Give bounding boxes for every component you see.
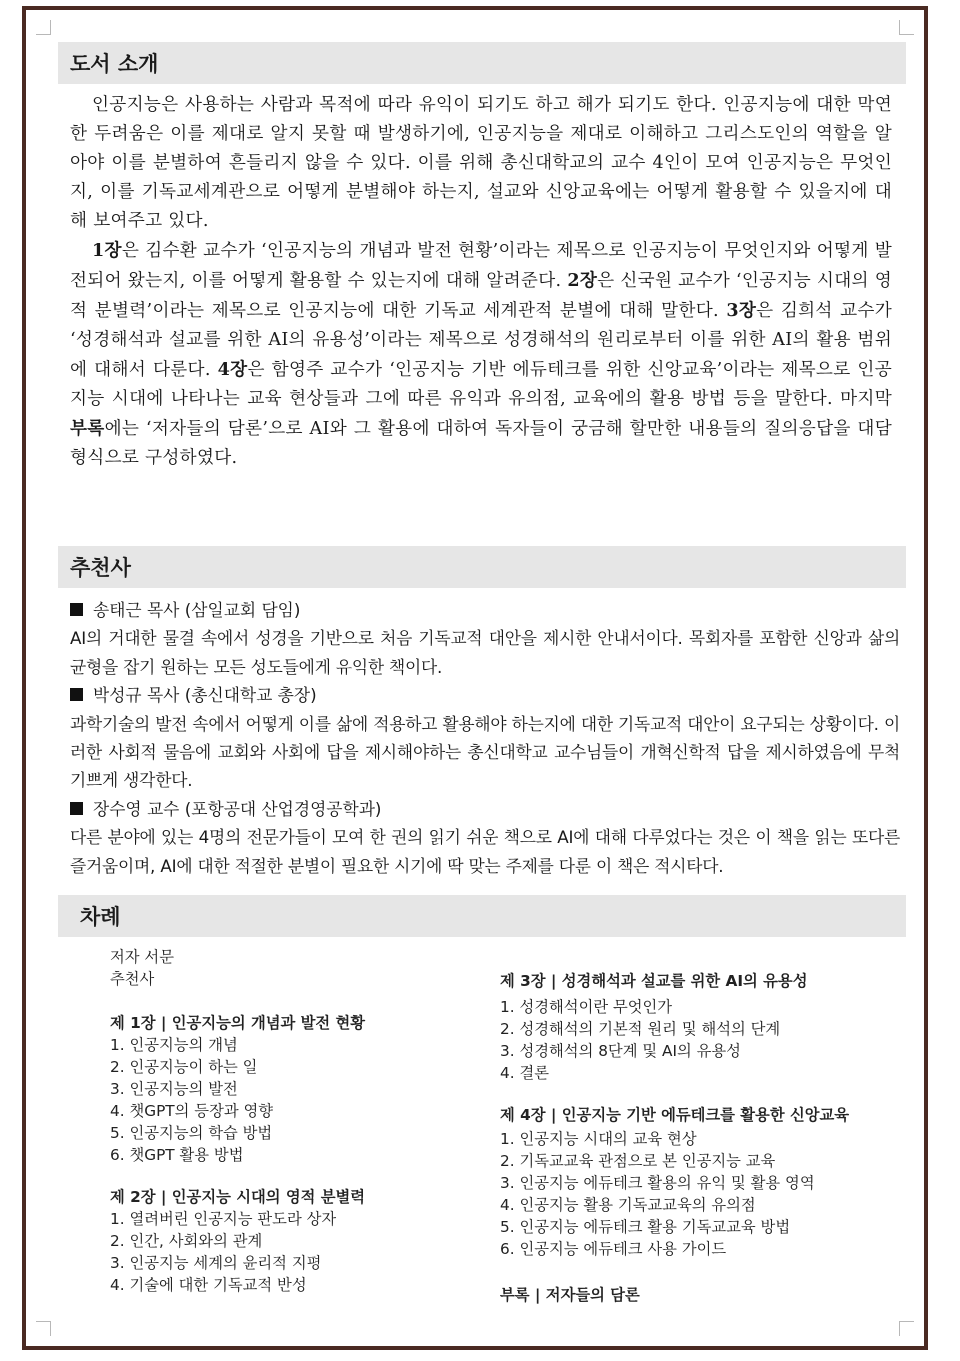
toc-item: 4. 기술에 대한 기독교적 반성 [110,1276,307,1294]
chapter-label: 2장 [567,270,598,291]
section-heading-recommendations: 추천사 [58,546,906,588]
crop-mark [899,20,914,35]
toc-front-item: 저자 서문 [110,948,174,966]
recommender [70,795,900,823]
toc-chapter-title: 제 4장 | 인공지능 기반 에듀테크를 활용한 신앙교육 [500,1106,850,1124]
toc-item: 3. 인공지능 세계의 윤리적 지평 [110,1254,322,1272]
chapter-summary-text: 은 김희석 교수가 ‘성경해석과 설교를 위한 AI의 유용성’이라는 제목으로 성경해석의 원리로부터 이를 위한 AI의 활용 범위에 대해서 다룬다. [70,301,892,380]
toc-item: 1. 인공지능의 개념 [110,1036,238,1054]
square-bullet-icon [70,802,83,815]
toc-item: 5. 인공지능 에듀테크 활용 기독교교육 방법 [500,1218,791,1236]
toc-item: 1. 열려버린 인공지능 판도라 상자 [110,1210,337,1228]
recommendation [70,596,900,681]
recommender-name: 박성규 목사 (총신대학교 총장) [93,685,317,706]
intro-paragraph: 인공지능은 사용하는 사람과 목적에 따라 유익이 되기도 하고 해가 되기도 한다. 인공지능에 대한 막연한 두려움은 이를 제대로 알지 못할 때 발생하기에, 인공지능을 제대로 이해하고 그리스도인의 역할을 알아야 이를 분별하여 흔들리지 않을 수 있다. 이를 위해 총신대학교의 교수 4인이 모여 인공지능은 무엇인지, 이를 기독교세계관으로 어떻게 분별해야 하는지, 설교와 신앙교육에는 어떻게 활용할 수 있을지에 대해 보여주고 있다. [70,95,892,231]
recommendation-text: AI의 거대한 물결 속에서 성경을 기반으로 처음 기독교적 대안을 제시한 안내서이다. 목회자를 포함한 신앙과 삶의 균형을 잡기 원하는 모든 성도들에게 유익한 책이다. [70,628,900,677]
toc-item: 4. 결론 [500,1064,550,1082]
recommender [70,681,900,709]
toc-item: 2. 인공지능이 하는 일 [110,1058,258,1076]
chapter-label: 4장 [217,359,248,380]
crop-mark [899,1321,914,1336]
recommender-name: 송태근 목사 (삼일교회 담임) [93,600,301,620]
chapter-summary-text: 은 함영주 교수가 ‘인공지능 기반 에듀테크를 위한 신앙교육’이라는 제목으로 인공지능 시대에 나타나는 교육 현상들과 그에 따른 유익과 유의점, 교육에의 활용 방법 등을 말한다. 마지막 [70,360,892,409]
recommendation-text: 다른 분야에 있는 4명의 전문가들이 모여 한 권의 읽기 쉬운 책으로 AI에 대해 다루었다는 것은 이 책을 읽는 또다른 즐거움이며, AI에 대한 적절한 분별이 필요한 시기에 딱 맞는 주제를 다룬 이 책은 적시타다. [70,827,900,876]
chapter-summary-text: 은 신국원 교수가 ‘인공지능 시대의 영적 분별력’이라는 제목으로 인공지능에 대한 기독교 세계관적 분별에 대해 말한다. [70,271,892,321]
toc-chapter-title: 제 3장 | 성경해석과 설교를 위한 AI의 유용성 [500,972,808,990]
recommendation [70,681,900,795]
square-bullet-icon [70,688,83,701]
section-heading-intro: 도서 소개 [58,42,906,84]
appendix-summary-text: 에는 ‘저자들의 담론’으로 AI와 그 활용에 대하여 독자들이 궁금해 할만한 내용들의 질의응답을 대담형식으로 구성하였다. [70,419,892,468]
chapter-summary-text: 은 김수환 교수가 ‘인공지능의 개념과 발전 현황’이라는 제목으로 인공지능이 무엇인지와 어떻게 발전되어 왔는지, 이를 어떻게 활용할 수 있는지에 대해 알려준다. [70,241,892,291]
chapter-label: 1장 [92,240,122,261]
toc-appendix-title: 부록 | 저자들의 담론 [500,1286,640,1304]
toc-item: 4. 인공지능 활용 기독교교육의 유의점 [500,1196,756,1214]
toc-item: 2. 기독교교육 관점으로 본 인공지능 교육 [500,1152,776,1170]
toc-right-column [500,970,900,1306]
toc-item: 6. 챗GPT 활용 방법 [110,1146,244,1164]
recommendation-text: 과학기술의 발전 속에서 어떻게 이를 삶에 적용하고 활용해야 하는지에 대한 기독교적 대안이 요구되는 상황이다. 이러한 사회적 물음에 교회와 사회에 답을 제시해야하는 총신대학교 교수님들이 개혁신학적 답을 제시하였음에 무척 기쁘게 생각한다. [70,713,900,791]
toc-item: 3. 성경해석의 8단계 및 AI의 유용성 [500,1042,741,1060]
square-bullet-icon [70,603,83,616]
intro-body [70,91,892,473]
toc-item: 2. 인간, 사회와의 관계 [110,1232,263,1250]
recommender-name: 장수영 교수 (포항공대 산업경영공학과) [93,798,382,819]
recommendation [70,795,900,880]
toc-item: 3. 인공지능의 발전 [110,1080,238,1098]
chapter-label: 3장 [726,300,757,321]
toc-front-item: 추천사 [110,970,155,988]
recommendations [70,596,900,880]
toc-item: 2. 성경해석의 기본적 원리 및 해석의 단계 [500,1020,781,1038]
toc-item: 6. 인공지능 에듀테크 사용 가이드 [500,1240,727,1258]
crop-mark [36,1321,51,1336]
section-heading-toc: 차례 [58,895,906,937]
toc-chapter-title: 제 2장 | 인공지능 시대의 영적 분별력 [110,1188,366,1206]
crop-mark [36,20,51,35]
toc-item: 1. 성경해석이란 무엇인가 [500,998,673,1016]
toc-item: 1. 인공지능 시대의 교육 현상 [500,1130,697,1148]
toc-item: 4. 챗GPT의 등장과 영향 [110,1102,274,1120]
toc-item: 3. 인공지능 에듀테크 활용의 유익 및 활용 영역 [500,1174,815,1192]
toc-left-column [110,946,480,1296]
toc-chapter-title: 제 1장 | 인공지능의 개념과 발전 현황 [110,1014,366,1032]
recommender [70,596,900,624]
appendix-label: 부록 [70,418,105,439]
chapter-summary-paragraph [70,236,892,473]
toc-item: 5. 인공지능의 학습 방법 [110,1124,273,1142]
